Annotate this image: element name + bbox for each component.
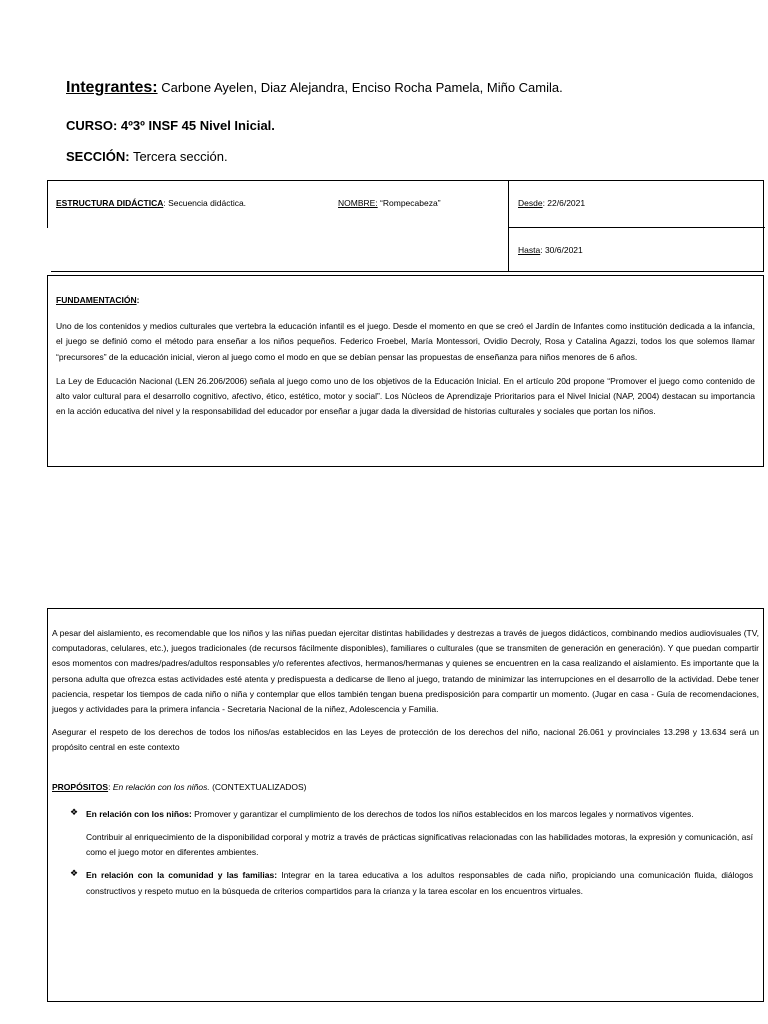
- integrantes-line: [66, 79, 563, 97]
- nombre-value: “Rompecabeza”: [380, 198, 441, 208]
- seccion-label: SECCIÓN:: [66, 149, 130, 164]
- propositos-suffix: (CONTEXTUALIZADOS): [212, 781, 307, 792]
- estructura-value: : Secuencia didáctica.: [163, 198, 247, 208]
- main-section: [47, 608, 764, 1002]
- bullet-subtext: Contribuir al enriquecimiento de la disponibilidad corporal y motriz a través de prácticas significativas relacionadas con las habilidades motoras, la expresión y comunicación, así como el juego motor en diferentes ambientes.: [86, 832, 753, 858]
- desde-label: Desde: [518, 198, 543, 208]
- integrantes-label: Integrantes:: [66, 79, 158, 96]
- diamond-bullet-icon: ❖: [70, 806, 79, 817]
- bullet-text: Promover y garantizar el cumplimiento de los derechos de todos los niños establecidos en los marcos legales y normativos vigentes.: [194, 808, 694, 819]
- nombre-cell: [338, 198, 441, 208]
- seccion-value: Tercera sección.: [132, 149, 228, 164]
- bullet-label: En relación con los niños:: [86, 808, 192, 819]
- seccion-line: [66, 149, 228, 164]
- main-paragraph-2: Asegurar el respeto de los derechos de todos los niños/as establecidos en las Leyes de protección de los derechos del niño, nacional 26.061 y provinciales 13.298 y 13.634 será un propósito central en este contexto: [52, 727, 759, 753]
- estructura-label: ESTRUCTURA DIDÁCTICA: [56, 198, 164, 208]
- hasta-label: Hasta: [518, 245, 541, 255]
- desde-value: : 22/6/2021: [542, 198, 586, 208]
- fundamentacion-section: [47, 275, 764, 467]
- table-divider-vertical: [508, 181, 509, 271]
- propositos-label: PROPÓSITOS: [52, 781, 109, 792]
- bullet-text: Integrar en la tarea educativa a los adultos responsables de cada niño, propiciando una comunicación fluida, diálogos constructivos y respeto mutuo en la búsqueda de criterios compartidos para la crianza y la tarea escolar en los encuentros virtuales.: [86, 870, 753, 896]
- propositos-italic: En relación con los niños.: [112, 781, 210, 792]
- nombre-label: NOMBRE:: [338, 198, 378, 208]
- hasta-cell: [518, 245, 583, 255]
- integrantes-value: Carbone Ayelen, Diaz Alejandra, Enciso Rocha Pamela, Miño Camila.: [161, 80, 563, 95]
- list-item: [52, 807, 759, 861]
- hasta-value: : 30/6/2021: [540, 245, 583, 255]
- bullet-label: En relación con la comunidad y las familias:: [86, 870, 278, 881]
- info-table: [47, 180, 764, 272]
- fundamentacion-paragraph-1: Uno de los contenidos y medios culturales que vertebra la educación infantil es el juego. Desde el momento en que se creó el Jardín de Infantes como institución dedicada a la infancia, el juego se definió como el método para enseñar a los niños pequeños. Federico Froebel, María Montessori, Ovidio Decroly, Rosa y Catalina Agazzi, todos los que solemos llamar “precursores” de la educación inicial, vieron al juego como el modo en que se debían pensar las propuestas de enseñanza para niños menores de 6 años.: [56, 321, 755, 362]
- table-border-gap: [47, 228, 51, 278]
- table-divider-horizontal: [508, 227, 765, 228]
- curso-line: CURSO: 4º3º INSF 45 Nivel Inicial.: [66, 118, 275, 133]
- main-paragraph-1: A pesar del aislamiento, es recomendable que los niños y las niñas puedan ejercitar distintas habilidades y destrezas a través de juegos didácticos, combinando medios audiovisuales (TV, computadoras, celulares, etc.), juegos tradicionales (de recursos fácilmente disponibles), familiares o culturales (que se transmiten de generación en generación). Y que puedan compartir esos momentos con madres/padres/adultos responsables y/o referentes afectivos, hermanos/hermanas y quienes se encuentren en la casa realizando el aislamiento. Es importante que la persona adulta que ofrezca estas actividades esté atenta y predispuesta a dedicarse de lleno al juego, tratando de minimizar las interrupciones en el desarrollo de la actividad. Debe tener paciencia, respetar los tiempos de cada niño o niña y contemplar que ellos también tengan buena predisposición para compartir un momento. (Jugar en casa - Guía de recomendaciones, juegos y actividades para la primera infancia - Secretaria Nacional de la niñez, Adolescencia y Familia.: [52, 628, 759, 715]
- diamond-bullet-icon: ❖: [70, 868, 79, 879]
- fundamentacion-title: FUNDAMENTACIÓN:: [56, 295, 140, 305]
- desde-cell: [518, 198, 585, 208]
- propositos-title: PROPÓSITOS: En relación con los niños. (CONTEXTUALIZADOS): [52, 781, 307, 792]
- estructura-cell: [56, 198, 246, 208]
- list-item: [52, 868, 759, 898]
- fundamentacion-paragraph-2: La Ley de Educación Nacional (LEN 26.206/2006) señala al juego como uno de los objetivos de la Educación Inicial. En el artículo 20d propone “Promover el juego como contenido de alto valor cultural para el desarrollo cognitivo, afectivo, ético, estético, motor y social”. Los Núcleos de Aprendizaje Prioritarios para el Nivel Inicial (NAP, 2004) destacan su importancia en la acción educativa del nivel y la responsabilidad del educador por enseñar a jugar dada la diversidad de historias culturales y sociales que portan los niños.: [56, 375, 755, 417]
